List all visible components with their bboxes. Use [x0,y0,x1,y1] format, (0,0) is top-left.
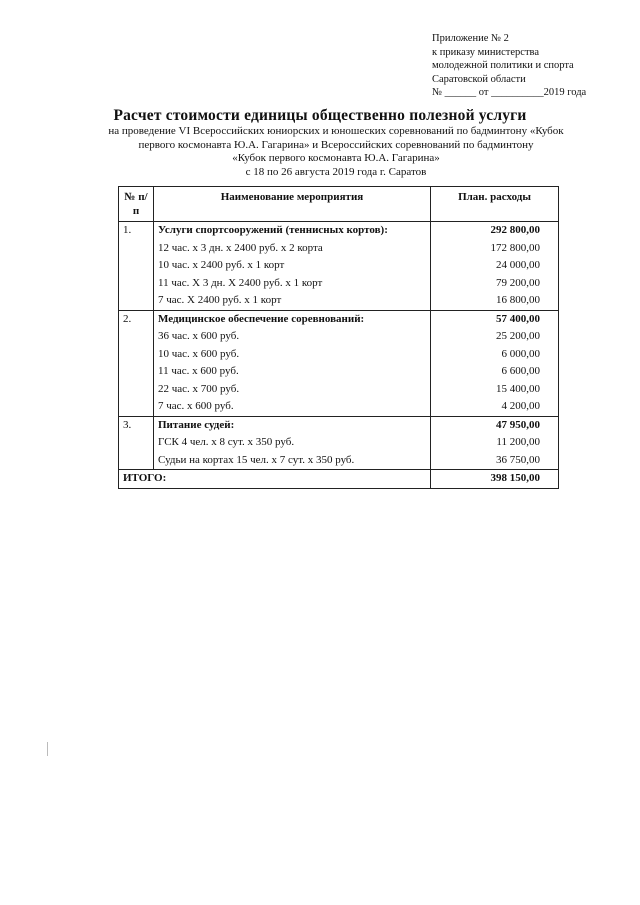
appendix-line: к приказу министерства [432,46,540,58]
row-item-cost: 11 200,00 [431,434,559,452]
header-name: Наименование мероприятия [154,187,431,222]
row-item-cost: 24 000,00 [431,257,559,275]
row-item-cost: 79 200,00 [431,275,559,293]
subtitle-line: на проведение VI Всероссийских юниорских и юношеских соревнований по бадминтону «Кубок [108,125,564,137]
row-item-name: 7 час. х 600 руб. [154,398,431,416]
appendix-block [432,32,586,100]
row-number-empty [119,328,154,346]
group-title: Питание судей: [154,416,431,434]
table-row [119,257,559,275]
row-number-empty [119,257,154,275]
group-cost: 292 800,00 [431,222,559,240]
table-header-row [119,187,559,222]
table-row [119,240,559,258]
group-row [119,310,559,328]
table-row [119,398,559,416]
group-number: 3. [119,416,154,434]
total-label: ИТОГО: [119,470,431,489]
row-number-empty [119,452,154,470]
table-row [119,292,559,310]
appendix-line: молодежной политики и спорта [432,60,574,71]
row-number-empty [119,363,154,381]
header-num: № п/п [119,187,154,222]
row-item-cost: 15 400,00 [431,381,559,399]
appendix-line: Приложение № 2 [432,33,509,44]
scan-artifact [47,742,48,756]
row-item-name: 10 час. х 600 руб. [154,346,431,364]
subtitle-line: с 18 по 26 августа 2019 года г. Саратов [245,165,427,178]
group-cost: 57 400,00 [431,310,559,328]
group-cost: 47 950,00 [431,416,559,434]
table-row [119,346,559,364]
row-number-empty [119,346,154,364]
header-cost: План. расходы [431,187,559,222]
table-row [119,434,559,452]
table-row [119,275,559,293]
document-subtitle [88,125,584,179]
total-row [119,470,559,489]
cost-table [118,186,559,489]
row-item-name: 36 час. х 600 руб. [154,328,431,346]
group-title: Услуги спортсооружений (теннисных кортов): [154,222,431,240]
group-number: 2. [119,310,154,328]
group-row [119,222,559,240]
row-number-empty [119,275,154,293]
row-number-empty [119,292,154,310]
row-number-empty [119,434,154,452]
table-row [119,381,559,399]
row-item-name: 22 час. х 700 руб. [154,381,431,399]
document-title: Расчет стоимости единицы общественно полезной услуги [113,107,527,124]
subtitle-line: первого космонавта Ю.А. Гагарина» и Всероссийских соревнований по бадминтону [138,138,534,151]
row-number-empty [119,240,154,258]
table-row [119,452,559,470]
row-item-cost: 4 200,00 [431,398,559,416]
row-item-name: 11 час. х 600 руб. [154,363,431,381]
row-item-name: 7 час. Х 2400 руб. х 1 корт [154,292,431,310]
subtitle-line: «Кубок первого космонавта Ю.А. Гагарина» [232,152,440,164]
row-item-name: 11 час. Х 3 дн. Х 2400 руб. х 1 корт [154,275,431,293]
row-item-name: 12 час. х 3 дн. х 2400 руб. х 2 корта [154,240,431,258]
row-item-name: ГСК 4 чел. х 8 сут. х 350 руб. [154,434,431,452]
group-title: Медицинское обеспечение соревнований: [154,310,431,328]
row-item-cost: 172 800,00 [431,240,559,258]
row-item-cost: 6 000,00 [431,346,559,364]
group-number: 1. [119,222,154,240]
total-cost: 398 150,00 [431,470,559,489]
row-item-cost: 25 200,00 [431,328,559,346]
table-row [119,328,559,346]
row-item-name: Судьи на кортах 15 чел. х 7 сут. х 350 руб. [154,452,431,470]
table-body [119,222,559,489]
row-number-empty [119,381,154,399]
row-item-cost: 6 600,00 [431,363,559,381]
table-row [119,363,559,381]
row-item-cost: 16 800,00 [431,292,559,310]
appendix-line: Саратовской области [432,73,526,85]
row-item-cost: 36 750,00 [431,452,559,470]
row-number-empty [119,398,154,416]
appendix-line: № ______ от __________2019 года [432,87,587,98]
group-row [119,416,559,434]
row-item-name: 10 час. х 2400 руб. х 1 корт [154,257,431,275]
